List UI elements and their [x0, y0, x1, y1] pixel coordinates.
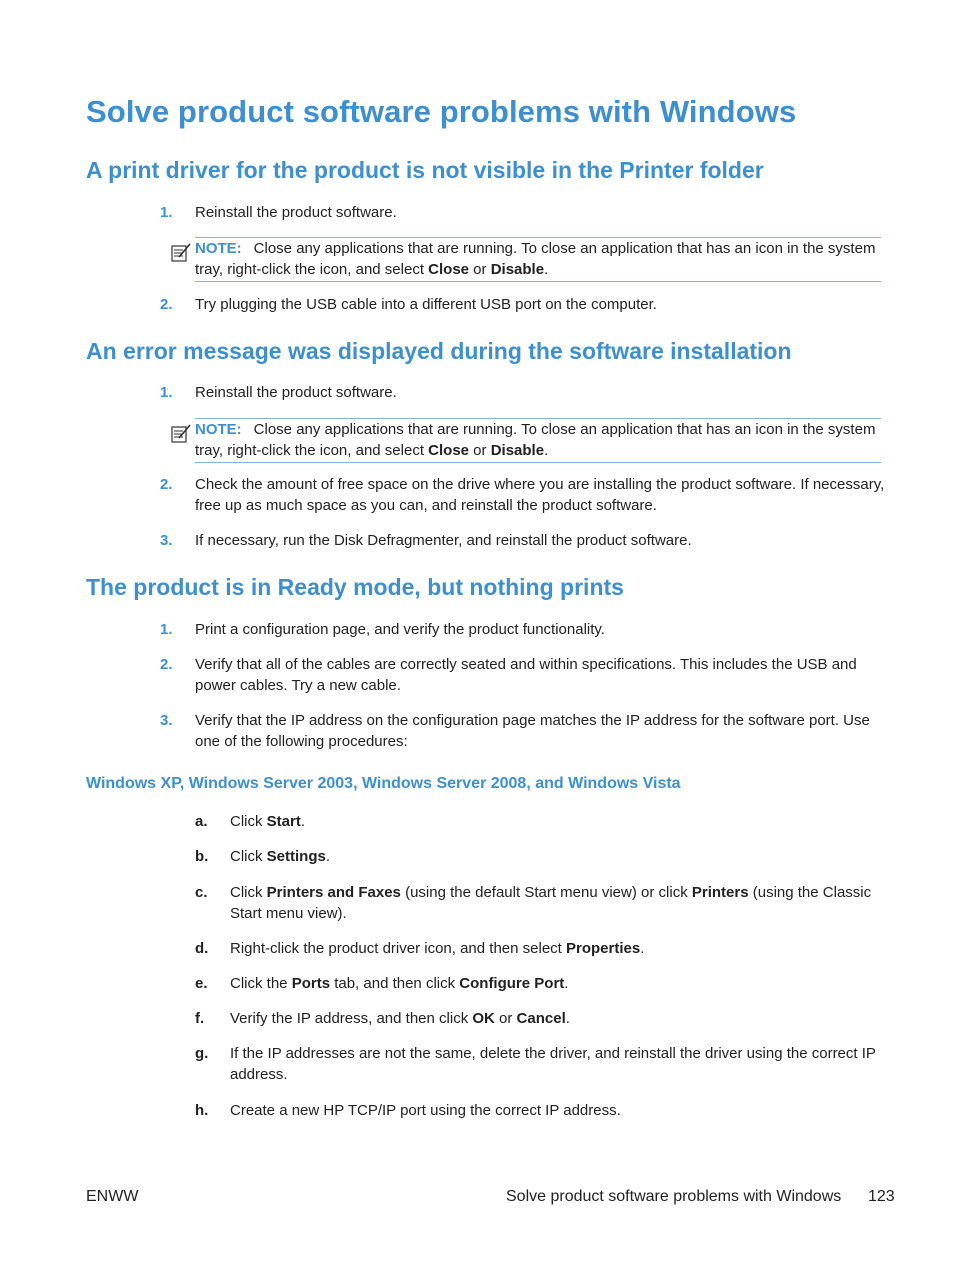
- subsection-heading: Windows XP, Windows Server 2003, Windows Server 2008, and Windows Vista: [86, 775, 681, 792]
- step-letter: b.: [195, 848, 209, 865]
- step-text: Verify the IP address, and then click OK or Cancel.: [230, 1010, 570, 1027]
- step-number: 1.: [160, 384, 173, 401]
- step-text: Create a new HP TCP/IP port using the correct IP address.: [230, 1102, 621, 1119]
- note-bold: Close: [428, 442, 470, 459]
- step-number: 2.: [160, 476, 173, 493]
- step-number: 3.: [160, 532, 173, 549]
- step-letter: a.: [195, 813, 208, 830]
- note-text: or: [469, 442, 491, 459]
- step-number: 2.: [160, 656, 173, 673]
- step-number: 1.: [160, 204, 173, 221]
- step-number: 1.: [160, 621, 173, 638]
- step-text: If the IP addresses are not the same, delete the driver, and reinstall the driver using the correct IP address.: [230, 1045, 876, 1083]
- step-text: Click Printers and Faxes (using the default Start menu view) or click Printers (using the Classic Start menu view).: [230, 884, 872, 922]
- step-text: Try plugging the USB cable into a different USB port on the computer.: [195, 296, 657, 313]
- step-text: If necessary, run the Disk Defragmenter, and reinstall the product software.: [195, 532, 692, 549]
- page-number: 123: [868, 1188, 895, 1205]
- step-letter: g.: [195, 1045, 209, 1062]
- step-text: Right-click the product driver icon, and then select Properties.: [230, 940, 645, 957]
- note-box: [195, 418, 881, 463]
- step-letter: e.: [195, 975, 208, 992]
- note-label: NOTE:: [195, 421, 242, 438]
- step-text: Click the Ports tab, and then click Configure Port.: [230, 975, 569, 992]
- note-pad-icon: [170, 422, 192, 444]
- step-letter: c.: [195, 884, 208, 901]
- note-text: Close any applications that are running. To close an application that has an icon in the system tray, right-click the icon, and select: [195, 240, 876, 278]
- footer-left: ENWW: [86, 1188, 139, 1205]
- step-text: Reinstall the product software.: [195, 384, 397, 401]
- note-text: Close any applications that are running. To close an application that has an icon in the system tray, right-click the icon, and select: [195, 421, 876, 459]
- step-letter: f.: [195, 1010, 205, 1027]
- note-text: .: [544, 442, 549, 459]
- section-heading: The product is in Ready mode, but nothing prints: [86, 574, 624, 600]
- note-box: [195, 237, 881, 282]
- note-text: .: [544, 261, 549, 278]
- footer-title: Solve product software problems with Windows: [506, 1188, 842, 1205]
- step-number: 2.: [160, 296, 173, 313]
- note-text: or: [469, 261, 491, 278]
- step-text: Print a configuration page, and verify the product functionality.: [195, 621, 605, 638]
- section-heading: A print driver for the product is not visible in the Printer folder: [86, 157, 764, 183]
- step-text: Click Settings.: [230, 848, 331, 865]
- step-text: Reinstall the product software.: [195, 204, 397, 221]
- note-bold: Disable: [490, 442, 545, 459]
- note-label: NOTE:: [195, 240, 242, 257]
- step-number: 3.: [160, 712, 173, 729]
- note-bold: Close: [428, 261, 470, 278]
- step-text: Verify that all of the cables are correctly seated and within specifications. This includes the USB and power cables. Try a new cable.: [195, 656, 857, 694]
- section-heading: An error message was displayed during the software installation: [86, 338, 792, 364]
- step-text: Verify that the IP address on the configuration page matches the IP address for the software port. Use one of the following procedures:: [195, 712, 870, 750]
- page-title: Solve product software problems with Windows: [86, 94, 797, 129]
- note-bold: Disable: [490, 261, 545, 278]
- step-letter: d.: [195, 940, 209, 957]
- note-pad-icon: [170, 241, 192, 263]
- step-text: Click Start.: [230, 813, 306, 830]
- step-letter: h.: [195, 1102, 209, 1119]
- step-text: Check the amount of free space on the drive where you are installing the product software. If necessary, free up as much space as you can, and reinstall the product software.: [195, 476, 885, 514]
